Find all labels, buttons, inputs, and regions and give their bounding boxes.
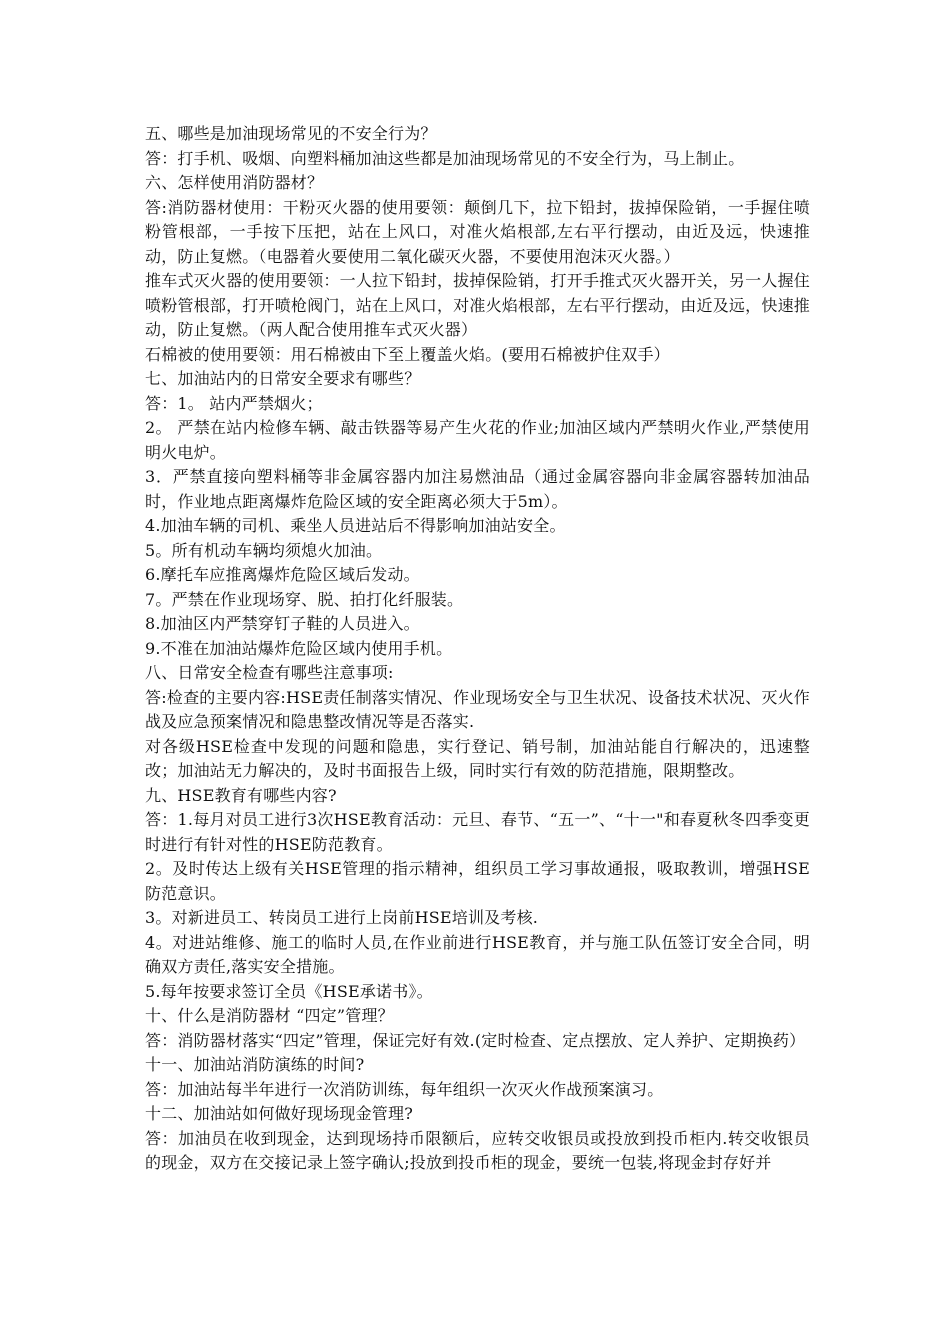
answer-q5: 答：打手机、吸烟、向塑料桶加油这些都是加油现场常见的不安全行为，马上制止。 [145,148,745,168]
answer-q7-item5: 5。所有机动车辆均须熄火加油。 [145,540,383,560]
answer-q8-content: 答:检查的主要内容:HSE责任制落实情况、作业现场安全与卫生状况、设备技术状况、灭火作战及应急预案情况和隐患整改情况等是否落实. [145,687,810,731]
heading-q9: 九、HSE教育有哪些内容? [145,785,337,805]
answer-q8-handling: 对各级HSE检查中发现的问题和隐患，实行登记、销号制，加油站能自行解决的，迅速整改；加油站无力解决的，及时书面报告上级，同时实行有效的防范措施，限期整改。 [145,736,810,780]
heading-q11: 十一、加油站消防演练的时间? [145,1055,365,1074]
answer-q7-item1: 答：1。 站内严禁烟火； [145,393,323,413]
answer-q7-item8: 8.加油区内严禁穿钉子鞋的人员进入。 [145,614,420,633]
answer-q6-cart: 推车式灭火器的使用要领：一人拉下铅封，拔掉保险销，打开手推式灭火器开关，另一人握住喷粉管根部，打开喷枪阀门，站在上风口，对准火焰根部，左右平行摆动，由近及远，快速推动，防止复燃。（两人配合使用推车式灭火器） [145,271,810,339]
answer-q6-blanket: 石棉被的使用要领：用石棉被由下至上覆盖火焰。(要用石棉被护住双手） [145,344,670,364]
answer-q6-dry-powder: 答:消防器材使用：干粉灭火器的使用要领：颠倒几下，拉下铅封，拔掉保险销，一手握住喷粉管根部，一手按下压把，站在上风口，对准火焰根部,左右平行摆动，由近及远，快速推动，防止复燃。（电器着火要使用二氧化碳灭火器，不要使用泡沫灭火器。） [145,197,810,266]
heading-q5: 五、哪些是加油现场常见的不安全行为？ [145,124,437,143]
heading-q8: 八、日常安全检查有哪些注意事项: [145,663,394,682]
answer-q7-item9: 9.不准在加油站爆炸危险区域内使用手机。 [145,638,453,658]
heading-q10: 十、什么是消防器材 “四定”管理？ [145,1006,394,1025]
answer-q9-item1: 答：1.每月对员工进行3次HSE教育活动：元旦、春节、“五一”、“十一"和春夏秋冬四季变更时进行有针对性的HSE防范教育。 [145,810,810,854]
answer-q7-item4: 4.加油车辆的司机、乘坐人员进站后不得影响加油站安全。 [145,516,566,535]
heading-q6: 六、怎样使用消防器材？ [145,173,324,192]
answer-q9-item4: 4。对进站维修、施工的临时人员,在作业前进行HSE教育，并与施工队伍签订安全合同，明确双方责任,落实安全措施。 [145,932,810,976]
answer-q7-item7: 7。严禁在作业现场穿、脱、拍打化纤服装。 [145,589,464,609]
answer-q11: 答：加油站每半年进行一次消防训练，每年组织一次灭火作战预案演习。 [145,1079,664,1099]
answer-q9-item2: 2。及时传达上级有关HSE管理的指示精神，组织员工学习事故通报，吸取教训，增强HSE防范意识。 [145,859,810,903]
answer-q7-item6: 6.摩托车应推离爆炸危险区域后发动。 [145,565,420,584]
document-page [145,122,810,1176]
answer-q7-item3: 3．严禁直接向塑料桶等非金属容器内加注易燃油品（通过金属容器向非金属容器转加油品时，作业地点距离爆炸危险区域的安全距离必须大于5m）。 [145,467,810,511]
heading-q12: 十二、加油站如何做好现场现金管理? [145,1104,413,1123]
answer-q9-item5: 5.每年按要求签订全员《HSE承诺书》。 [145,981,433,1001]
answer-q9-item3: 3。对新进员工、转岗员工进行上岗前HSE培训及考核. [145,908,539,927]
heading-q7: 七、加油站内的日常安全要求有哪些？ [145,369,421,388]
answer-q12: 答：加油员在收到现金，达到现场持币限额后，应转交收银员或投放到投币柜内.转交收银员的现金，双方在交接记录上签字确认;投放到投币柜的现金，要统一包装,将现金封存好并 [145,1128,810,1172]
answer-q10: 答：消防器材落实“四定”管理，保证完好有效.(定时检查、定点摆放、定人养护、定期换药） [145,1030,806,1050]
answer-q7-item2: 2。 严禁在站内检修车辆、敲击铁器等易产生火花的作业;加油区域内严禁明火作业,严禁使用明火电炉。 [145,418,810,462]
